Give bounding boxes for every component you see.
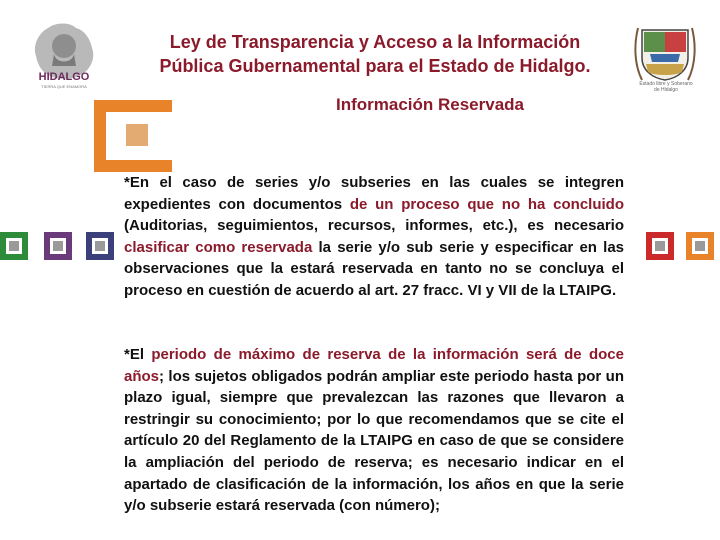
p2-text-2: ; los sujetos obligados podrán ampliar este periodo hasta por un plazo igual, siempre que prevalezcan las razones que llevaron a restringir su conocimiento; por lo que recomendamos que se cite el artículo 20 del Reglamento de la LTAIPG en caso de que se considere la ampliación del periodo de reserva; es necesario indicar en el apartado de clasificación de la información, los años en que la serie y/o subserie estará reservada (con número); <box>124 367 624 515</box>
p1-text-1: *En el caso de series y/o subseries en las cuales se integren expedientes con documentos <box>124 174 624 213</box>
svg-text:TIERRA QUE ENAMORA: TIERRA QUE ENAMORA <box>41 84 87 89</box>
page-title <box>110 30 640 78</box>
title-line-1: Ley de Transparencia y Acceso a la Información <box>169 32 581 52</box>
section-subtitle: Información Reservada <box>335 95 524 114</box>
p1-text-2: (Auditorias, seguimientos, recursos, informes, etc.), es necesario <box>124 217 624 235</box>
paragraph-reserve-period <box>124 344 624 517</box>
right-square-icons <box>646 230 720 264</box>
left-square-icons <box>0 230 120 264</box>
seal-caption: Estado libre y Soberano de Hidalgo <box>639 81 693 93</box>
hidalgo-logo <box>26 18 102 94</box>
title-line-2: Pública Gubernamental para el Estado de Hidalgo. <box>159 56 591 76</box>
p1-text-3: la serie y/o sub serie y especificar en las observaciones que la estará reservada en tanto no se concluya el proceso en cuestión de acuerdo al art. 27 fracc. VI y VII de la LTAIPG. <box>124 238 624 299</box>
p2-highlight-1: periodo de máximo de reserva de la información será de doce años <box>124 346 624 385</box>
orange-bracket-decoration <box>94 100 174 174</box>
svg-text:HIDALGO: HIDALGO <box>38 71 90 83</box>
p1-highlight-1: de un proceso que no ha concluido <box>349 195 624 213</box>
p2-text-1: *El <box>124 346 152 363</box>
paragraph-reserved-series <box>124 172 624 302</box>
p1-highlight-2: clasificar como reservada <box>124 238 313 256</box>
